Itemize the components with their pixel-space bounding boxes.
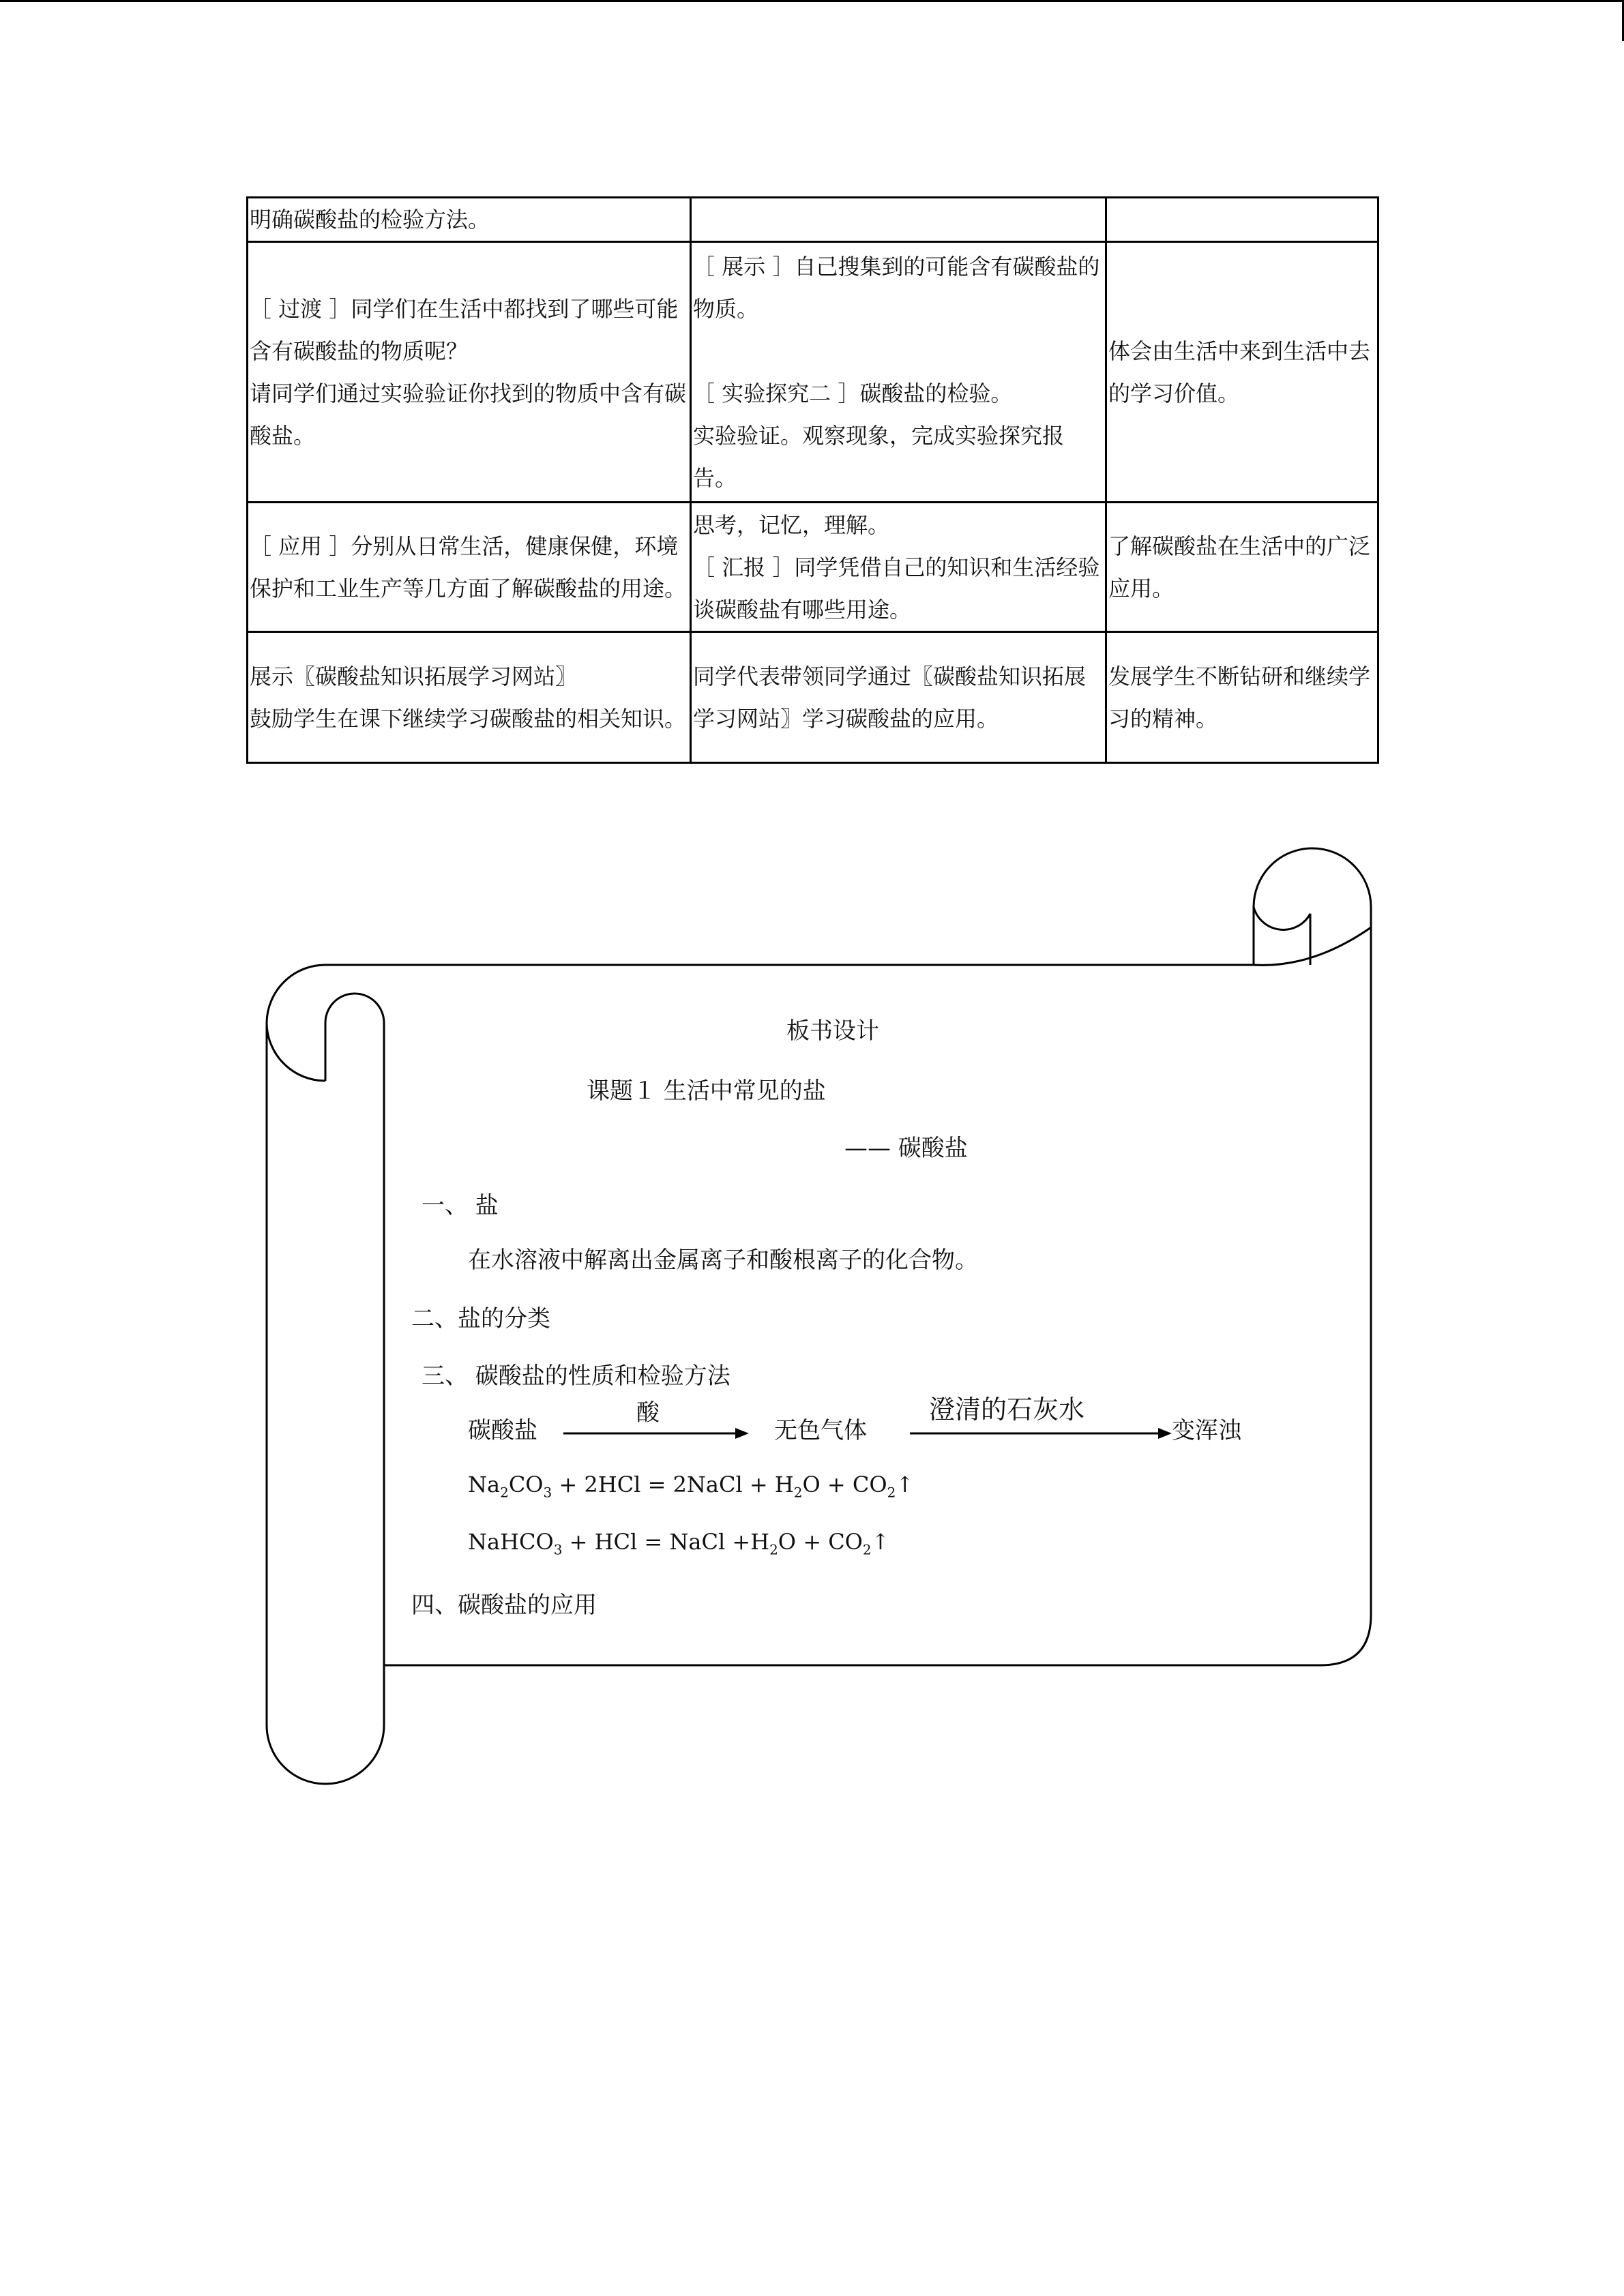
- teacher-activity-cell: ［ 过渡 ］同学们在生活中都找到了哪些可能含有碳酸盐的物质呢？ 请同学们通过实验验证你找到的物质中含有碳酸盐。: [248, 242, 691, 503]
- eq1-sub: 2: [793, 1484, 803, 1501]
- eq2-sub: 3: [553, 1541, 563, 1558]
- eq1-text: Na: [468, 1472, 501, 1497]
- teacher-activity-cell: ［ 应用 ］分别从日常生活，健康保健，环境保护和工业生产等几方面了解碳酸盐的用途。: [248, 503, 691, 632]
- flow-arrow-2-head: [1158, 1428, 1172, 1439]
- design-intent-cell: 体会由生活中来到生活中去的学习价值。: [1106, 242, 1378, 503]
- student-activity-cell: 同学代表带领同学通过〖碳酸盐知识拓展学习网站〗学习碳酸盐的应用。: [691, 632, 1106, 763]
- eq2-text: ↑: [871, 1529, 890, 1555]
- eq2-text: O + CO: [778, 1529, 863, 1555]
- section-properties: 三、 碳酸盐的性质和检验方法: [422, 1362, 730, 1390]
- eq1-sub: 2: [887, 1484, 896, 1501]
- flow-reagent-acid: 酸: [636, 1399, 660, 1427]
- board-heading: 板书设计: [786, 1017, 879, 1045]
- scroll-right-curl: [1254, 848, 1371, 965]
- salt-definition: 在水溶液中解离出金属离子和酸根离子的化合物。: [468, 1247, 978, 1274]
- flow-arrow-1-head: [735, 1428, 749, 1439]
- teacher-activity-cell: 明确碳酸盐的检验方法。: [248, 198, 691, 242]
- scroll-left-roll: [267, 965, 384, 1784]
- scroll-right-inner-curl: [1254, 907, 1310, 965]
- student-activity-cell: 思考，记忆，理解。 ［ 汇报 ］同学凭借自己的知识和生活经验谈碳酸盐有哪些用途。: [691, 503, 1106, 632]
- flow-start: 碳酸盐: [468, 1417, 537, 1444]
- flow-reagent-limewater: 澄清的石灰水: [929, 1395, 1085, 1425]
- eq1-sub: 3: [543, 1484, 552, 1501]
- design-intent-cell: 了解碳酸盐在生活中的广泛应用。: [1106, 503, 1378, 632]
- design-intent-cell: 发展学生不断钻研和继续学习的精神。: [1106, 632, 1378, 763]
- scroll-left-inner-curl: [325, 994, 384, 1081]
- section-applications: 四、碳酸盐的应用: [411, 1592, 597, 1619]
- scroll-right-curl-bottom: [1254, 927, 1371, 965]
- eq1-text: O + CO: [802, 1472, 887, 1497]
- eq2-text: NaHCO: [468, 1529, 554, 1555]
- equation-sodium-bicarbonate: [468, 1529, 889, 1557]
- equation-sodium-carbonate: [468, 1472, 914, 1500]
- eq1-text: CO: [508, 1472, 544, 1497]
- eq2-sub: 2: [862, 1541, 872, 1558]
- teacher-activity-cell: 展示〖碳酸盐知识拓展学习网站〗 鼓励学生在课下继续学习碳酸盐的相关知识。: [248, 632, 691, 763]
- lesson-title: 课题１ 生活中常见的盐: [587, 1077, 826, 1105]
- student-activity-cell: ［ 展示 ］自己搜集到的可能含有碳酸盐的物质。 ［ 实验探究二 ］碳酸盐的检验。 实验验证。观察现象，完成实验探究报告。: [691, 242, 1106, 503]
- section-classification: 二、盐的分类: [411, 1305, 550, 1332]
- eq1-text: ↑: [896, 1472, 915, 1497]
- eq1-sub: 2: [500, 1484, 509, 1501]
- flow-middle: 无色气体: [774, 1417, 867, 1444]
- lesson-subtitle: —— 碳酸盐: [844, 1135, 968, 1162]
- eq2-sub: 2: [769, 1541, 778, 1558]
- flow-end: 变浑浊: [1172, 1417, 1241, 1444]
- eq2-text: + HCl = NaCl +H: [562, 1529, 770, 1555]
- section-salt: 一、 盐: [422, 1192, 499, 1219]
- eq1-text: + 2HCl = 2NaCl + H: [552, 1472, 794, 1497]
- scroll-left-roll-edge: [267, 1023, 325, 1081]
